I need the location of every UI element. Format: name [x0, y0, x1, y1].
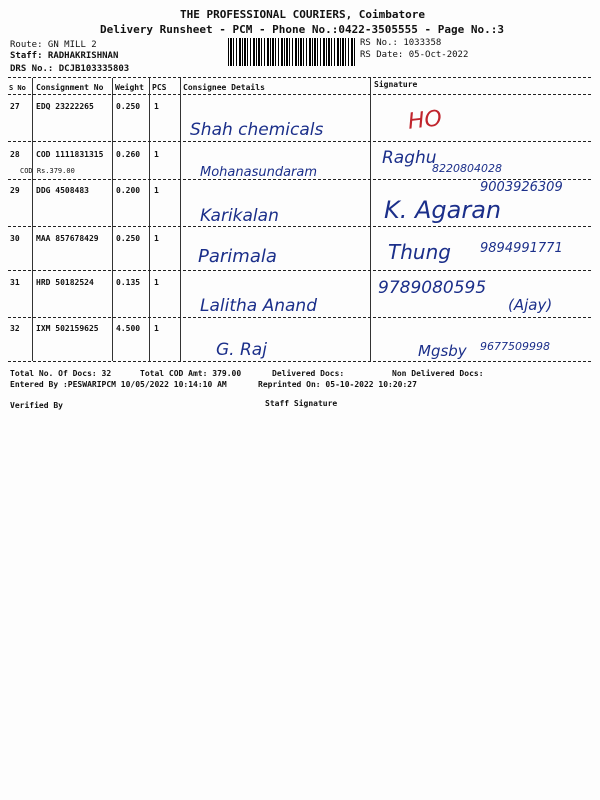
column-divider	[112, 78, 113, 361]
handwritten-consignee: Shah chemicals	[190, 120, 324, 140]
row-weight: 0.135	[116, 278, 141, 287]
row-consignment: DDG 4508483	[36, 186, 89, 195]
handwritten-consignee: Lalitha Anand	[200, 296, 317, 316]
handwritten-phone: 9789080595	[378, 278, 487, 298]
drs-number: DRS No.: DCJB103335803	[10, 64, 130, 74]
row-weight: 4.500	[116, 324, 141, 333]
row-sno: 29	[10, 186, 20, 195]
row-consignment: COD 1111831315	[36, 150, 104, 159]
column-divider	[32, 78, 33, 361]
handwritten-consignee: Parimala	[198, 246, 277, 267]
staff-signature: Staff Signature	[265, 399, 338, 408]
row-weight: 0.250	[116, 234, 141, 243]
row-sno: 30	[10, 234, 20, 243]
rs-number: RS No.: 1033358	[360, 38, 442, 48]
row-pcs: 1	[154, 186, 159, 195]
handwritten-consignee: Karikalan	[200, 206, 279, 226]
non-delivered-docs: Non Delivered Docs:	[392, 369, 484, 378]
column-header-pcs: PCS	[152, 83, 167, 92]
entered-by: Entered By :PESWARIPCM 10/05/2022 10:14:10 AM	[10, 380, 227, 389]
handwritten-phone: 9677509998	[480, 340, 550, 353]
handwritten-signature: Thung	[388, 240, 451, 264]
delivered-docs: Delivered Docs:	[272, 369, 345, 378]
column-header-signature: Signature	[374, 80, 418, 89]
handwritten-phone: 9003926309	[480, 180, 563, 195]
row-pcs: 1	[154, 324, 159, 333]
total-cod-amount: Total COD Amt: 379.00	[140, 369, 242, 378]
column-header-sno: S No	[9, 84, 26, 92]
row-consignment: EDQ 23222265	[36, 102, 94, 111]
row-sno: 28	[10, 150, 20, 159]
row-pcs: 1	[154, 278, 159, 287]
column-divider	[180, 78, 181, 361]
runsheet-subtitle: Delivery Runsheet - PCM - Phone No.:0422-3505555 - Page No.:3	[100, 23, 504, 36]
row-divider	[8, 317, 591, 318]
company-title: THE PROFESSIONAL COURIERS, Coimbatore	[180, 8, 426, 21]
row-weight: 0.250	[116, 102, 141, 111]
handwritten-signature: K. Agaran	[384, 196, 502, 224]
handwritten-phone: 9894991771	[480, 241, 563, 256]
row-weight: 0.200	[116, 186, 141, 195]
column-header-consignment: Consignment No	[36, 83, 104, 92]
row-pcs: 1	[154, 234, 159, 243]
handwritten-signature: HO	[406, 106, 444, 135]
handwritten-phone: 8220804028	[432, 162, 502, 175]
staff-label: Staff: RADHAKRISHNAN	[10, 51, 119, 61]
barcode	[228, 38, 356, 66]
table-top-border	[8, 77, 591, 78]
row-pcs: 1	[154, 102, 159, 111]
column-divider	[149, 78, 150, 361]
row-sno: 31	[10, 278, 20, 287]
column-header-weight: Weight	[115, 83, 144, 92]
reprinted-on: Reprinted On: 05-10-2022 10:20:27	[258, 380, 417, 389]
table-bottom-border	[8, 361, 591, 362]
row-divider	[8, 226, 591, 227]
table-header-border	[8, 94, 591, 95]
column-divider	[370, 78, 371, 361]
row-divider	[8, 270, 591, 271]
handwritten-signature: Mgsby	[418, 342, 467, 360]
row-weight: 0.260	[116, 150, 141, 159]
handwritten-consignee: G. Raj	[216, 340, 267, 360]
rs-date: RS Date: 05-Oct-2022	[360, 50, 469, 60]
row-pcs: 1	[154, 150, 159, 159]
total-docs: Total No. Of Docs: 32	[10, 369, 112, 378]
row-cod-amount: COD Rs.379.00	[20, 167, 75, 175]
verified-by: Verified By	[10, 401, 63, 410]
row-sno: 27	[10, 102, 20, 111]
row-divider	[8, 141, 591, 142]
column-header-consignee: Consignee Details	[183, 83, 265, 92]
handwritten-signature: (Ajay)	[508, 296, 553, 314]
row-sno: 32	[10, 324, 20, 333]
handwritten-signature: Raghu	[382, 148, 437, 168]
row-consignment: MAA 857678429	[36, 234, 99, 243]
handwritten-consignee: Mohanasundaram	[200, 165, 318, 180]
row-consignment: IXM 502159625	[36, 324, 99, 333]
row-consignment: HRD 50182524	[36, 278, 94, 287]
route-label: Route: GN MILL 2	[10, 40, 97, 50]
